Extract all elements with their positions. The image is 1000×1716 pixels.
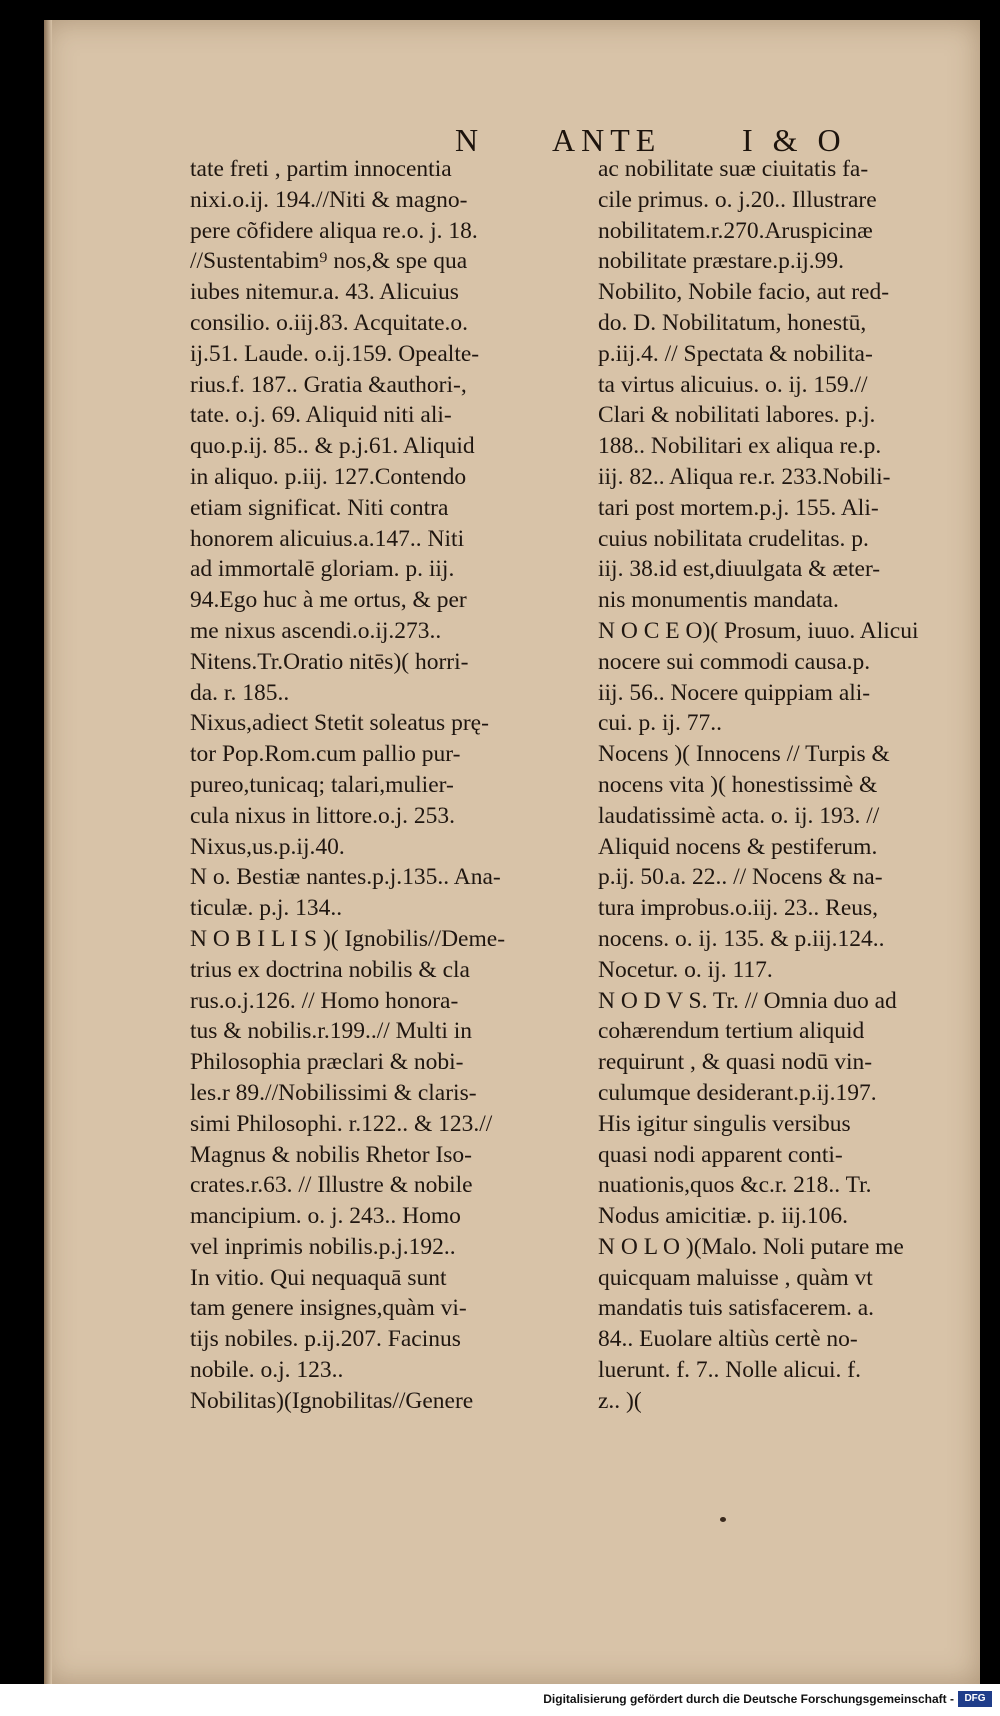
text-line: vel inprimis nobilis.p.j.192.. — [190, 1233, 456, 1260]
text-line: tijs nobiles. p.ij.207. Facinus — [190, 1326, 461, 1353]
text-line: p.ij. 50.a. 22.. // Nocens & na- — [598, 864, 883, 891]
text-line: in aliquo. p.iij. 127.Contendo — [190, 463, 467, 490]
text-line: luerunt. f. 7.. Nolle alicui. f. — [598, 1357, 861, 1384]
text-line: Nocens )( Innocens // Turpis & — [598, 741, 890, 768]
text-line: N O B I L I S )( Ignobilis//Deme- — [190, 925, 506, 952]
text-line: honorem alicuius.a.147.. Niti — [190, 525, 465, 552]
text-line: mandatis tuis satisfacerem. a. — [598, 1295, 875, 1322]
text-line: p.iij.4. // Spectata & nobilita- — [598, 340, 873, 367]
text-line: laudatissimè acta. o. ij. 193. // — [598, 802, 880, 829]
text-line: 94.Ego huc à me ortus, & per — [190, 587, 467, 614]
text-line: cile primus. o. j.20.. Illustrare — [598, 186, 877, 213]
text-line: consilio. o.iij.83. Acquitate.o. — [190, 309, 469, 336]
text-line: z.. )( — [598, 1387, 642, 1414]
text-line: tate freti , partim innocentia — [190, 156, 452, 182]
text-line: pere cõfidere aliqua re.o. j. 18. — [190, 217, 478, 244]
text-line: tura improbus.o.iij. 23.. Reus, — [598, 895, 879, 922]
text-line: quicquam maluisse , quàm vt — [598, 1264, 873, 1291]
text-line: 84.. Euolare altiùs certè no- — [598, 1326, 858, 1353]
text-line: N o. Bestiæ nantes.p.j.135.. Ana- — [190, 864, 501, 891]
ink-spot — [720, 1517, 726, 1522]
text-line: Magnus & nobilis Rhetor Iso- — [190, 1141, 472, 1168]
text-line: nixi.o.ij. 194.//Niti & magno- — [190, 186, 468, 213]
text-line: cohærendum tertium aliquid — [598, 1018, 865, 1045]
text-line: nuationis,quos &c.r. 218.. Tr. — [598, 1172, 872, 1199]
header-letter: N — [455, 122, 485, 158]
text-line: Nodus amicitiæ. p. iij.106. — [598, 1203, 849, 1230]
text-line: rius.f. 187.. Gratia &authori-, — [190, 371, 467, 398]
text-line: N O D V S. Tr. // Omnia duo ad — [598, 987, 897, 1014]
text-line: 188.. Nobilitari ex aliqua re.p. — [598, 433, 882, 460]
text-line: //Sustentabim⁹ nos,& spe qua — [190, 248, 468, 275]
text-line: His igitur singulis versibus — [598, 1110, 851, 1137]
text-line: N O C E O)( Prosum, iuuo. Alicui — [598, 617, 919, 644]
text-line: da. r. 185.. — [190, 679, 290, 706]
text-line: Nixus,us.p.ij.40. — [190, 833, 345, 860]
text-line: quasi nodi apparent conti- — [598, 1141, 843, 1168]
text-line: tam genere insignes,quàm vi- — [190, 1295, 467, 1322]
text-line: nocere sui commodi causa.p. — [598, 648, 871, 675]
text-line: Clari & nobilitati labores. p.j. — [598, 402, 876, 429]
text-line: iij. 82.. Aliqua re.r. 233.Nobili- — [598, 463, 891, 490]
text-line: ad immortalē gloriam. p. iij. — [190, 556, 455, 583]
page-binding-edge — [44, 20, 52, 1684]
text-line: iubes nitemur.a. 43. Alicuius — [190, 279, 459, 306]
text-line: requirunt , & quasi nodū vin- — [598, 1049, 873, 1076]
text-line: me nixus ascendi.o.ij.273.. — [190, 617, 442, 644]
text-line: iij. 38.id est,diuulgata & æter- — [598, 556, 881, 583]
text-line: Philosophia præclari & nobi- — [190, 1049, 464, 1076]
text-line: trius ex doctrina nobilis & cla — [190, 956, 470, 983]
text-line: cula nixus in littore.o.j. 253. — [190, 802, 455, 829]
text-line: nocens vita )( honestissimè & — [598, 771, 878, 798]
text-line: Nobilitas)(Ignobilitas//Genere — [190, 1387, 474, 1414]
text-line: nobile. o.j. 123.. — [190, 1357, 344, 1384]
text-line: mancipium. o. j. 243.. Homo — [190, 1203, 461, 1230]
text-line: nobilitatem.r.270.Aruspicinæ — [598, 217, 873, 244]
text-line: ac nobilitate suæ ciuitatis fa- — [598, 156, 869, 182]
text-line: tor Pop.Rom.cum pallio pur- — [190, 741, 461, 768]
text-line: Aliquid nocens & pestiferum. — [598, 833, 878, 860]
text-line: ticulæ. p.j. 134.. — [190, 895, 343, 922]
header-term: I & O — [742, 122, 847, 158]
text-line: Nixus,adiect Stetit soleatus prę- — [190, 710, 489, 737]
text-line: tus & nobilis.r.199..// Multi in — [190, 1018, 473, 1045]
text-line: nis monumentis mandata. — [598, 587, 839, 614]
right-text-column — [598, 154, 998, 1417]
text-line: culumque desiderant.p.ij.197. — [598, 1079, 877, 1106]
left-text-column — [190, 154, 610, 1417]
funding-notice: Digitalisierung gefördert durch die Deutsche Forschungsgemeinschaft - — [543, 1692, 954, 1706]
text-line: quo.p.ij. 85.. & p.j.61. Aliquid — [190, 433, 475, 460]
text-line: In vitio. Qui nequaquā sunt — [190, 1264, 447, 1291]
text-line: do. D. Nobilitatum, honestū, — [598, 309, 867, 336]
text-line: crates.r.63. // Illustre & nobile — [190, 1172, 473, 1199]
text-line: les.r 89.//Nobilissimi & claris- — [190, 1079, 477, 1106]
header-word: ANTE — [552, 122, 662, 158]
text-line: nocens. o. ij. 135. & p.iij.124.. — [598, 925, 885, 952]
text-line: etiam significat. Niti contra — [190, 494, 449, 521]
text-line: pureo,tunicaq; talari,mulier- — [190, 771, 454, 798]
text-line: ta virtus alicuius. o. ij. 159.// — [598, 371, 868, 398]
text-line: simi Philosophi. r.122.. & 123.// — [190, 1110, 493, 1137]
text-line: Nobilito, Nobile facio, aut red- — [598, 279, 890, 306]
text-line: tate. o.j. 69. Aliquid niti ali- — [190, 402, 452, 429]
text-line: N O L O )(Malo. Noli putare me — [598, 1233, 904, 1260]
text-line: Nocetur. o. ij. 117. — [598, 956, 773, 983]
digitization-footer — [0, 1684, 1000, 1716]
text-line: rus.o.j.126. // Homo honora- — [190, 987, 459, 1014]
text-line: ij.51. Laude. o.ij.159. Opealte- — [190, 340, 480, 367]
text-line: cuius nobilitata crudelitas. p. — [598, 525, 869, 552]
text-line: iij. 56.. Nocere quippiam ali- — [598, 679, 871, 706]
dfg-logo: DFG — [958, 1691, 992, 1707]
text-line: tari post mortem.p.j. 155. Ali- — [598, 494, 879, 521]
text-line: nobilitate præstare.p.ij.99. — [598, 248, 845, 275]
text-line: cui. p. ij. 77.. — [598, 710, 723, 737]
text-line: Nitens.Tr.Oratio nitēs)( horri- — [190, 648, 469, 675]
